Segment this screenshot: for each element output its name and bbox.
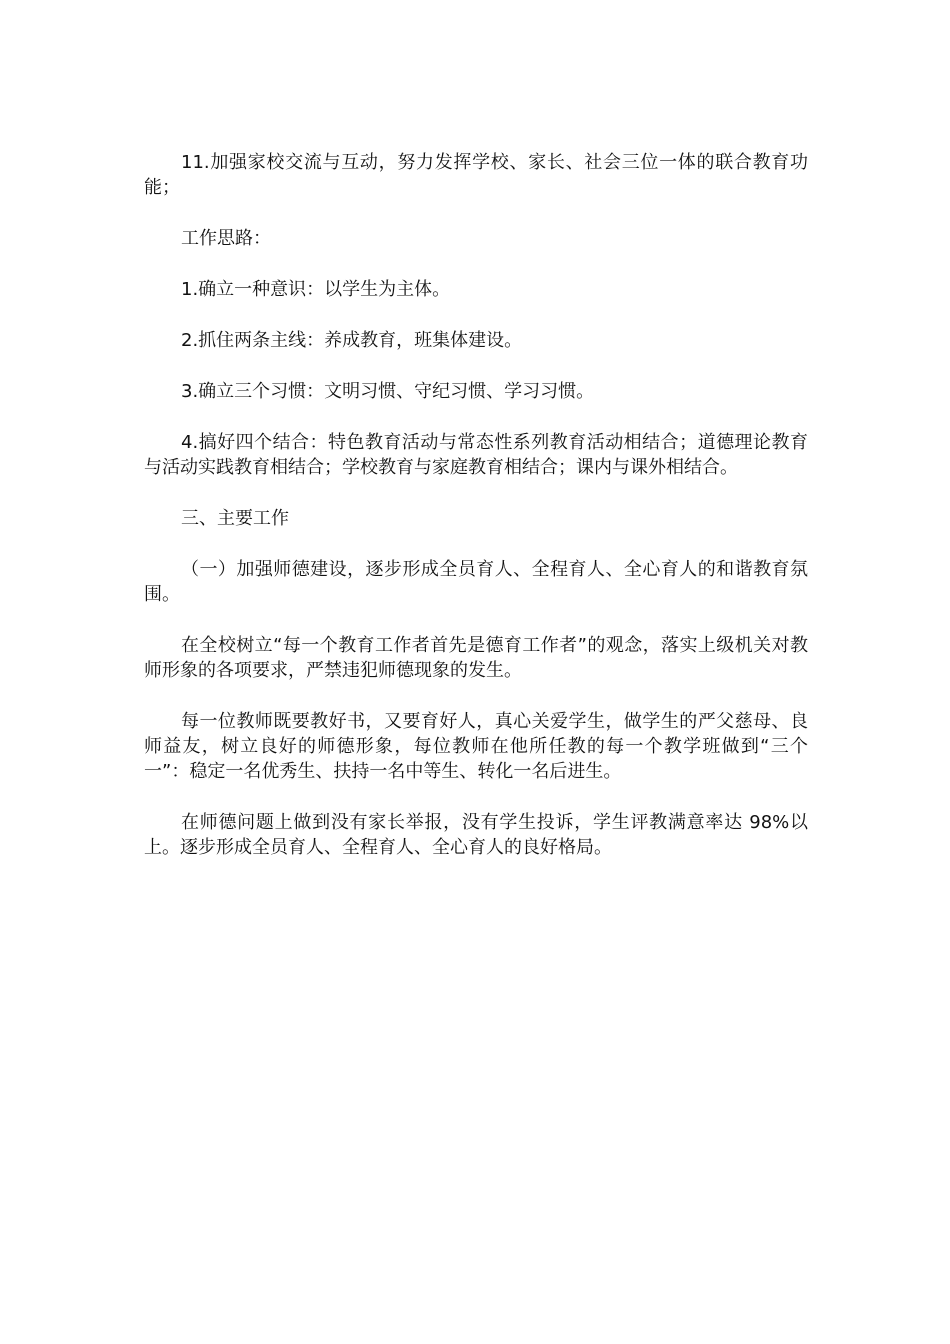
heading-main-work: 三、主要工作 (181, 508, 289, 529)
document-page (144, 150, 808, 886)
paragraph-ethics-concept: 在全校树立“每一个教育工作者首先是德育工作者”的观念，落实上级机关对教师形象的各项要求，严禁违犯师德现象的发生。 (144, 635, 808, 681)
approach-1: 1.确立一种意识：以学生为主体。 (181, 279, 451, 300)
subheading-teacher-ethics: （一）加强师德建设，逐步形成全员育人、全程育人、全心育人的和谐教育氛围。 (144, 559, 808, 605)
paragraph-ethics-goal: 在师德问题上做到没有家长举报，没有学生投诉，学生评教满意率达 98%以上。逐步形成全员育人、全程育人、全心育人的良好格局。 (144, 812, 808, 858)
approach-2: 2.抓住两条主线：养成教育，班集体建设。 (181, 330, 523, 351)
item-11-home-school: 11.加强家校交流与互动，努力发挥学校、家长、社会三位一体的联合教育功能； (144, 152, 808, 198)
approach-4: 4.搞好四个结合：特色教育活动与常态性系列教育活动相结合；道德理论教育与活动实践教育相结合；学校教育与家庭教育相结合；课内与课外相结合。 (144, 432, 808, 478)
paragraph-ethics-duty: 每一位教师既要教好书，又要育好人，真心关爱学生，做学生的严父慈母、良师益友，树立良好的师德形象，每位教师在他所任教的每一个教学班做到“三个一”：稳定一名优秀生、扶持一名中等生、转化一名后进生。 (144, 711, 808, 782)
heading-work-approach: 工作思路： (181, 228, 271, 249)
approach-3: 3.确立三个习惯：文明习惯、守纪习惯、学习习惯。 (181, 381, 595, 402)
